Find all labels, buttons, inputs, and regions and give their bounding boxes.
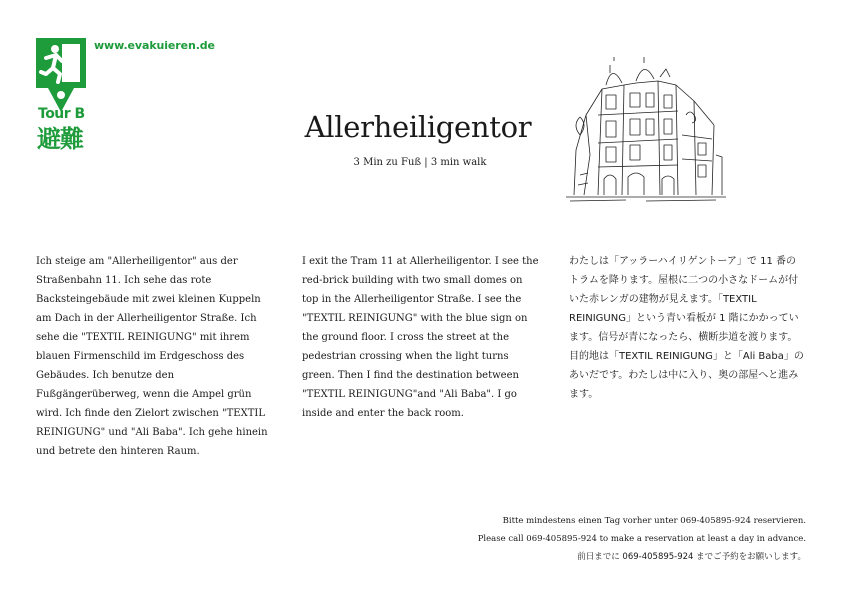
reservation-note-english: Please call 069-405895-924 to make a reservation at least a day in advance. [477, 534, 806, 544]
website-link[interactable]: www.evakuieren.de [94, 39, 215, 52]
building-sketch-icon [566, 55, 726, 205]
reservation-note-japanese: 前日までに 069-405895-924 までご予約をお願いします。 [577, 552, 806, 562]
english-directions: I exit the Tram 11 at Allerheiligentor. I see the red-brick building with two small domes on top in the Allerheiligentor Straße. I see the "TEXTIL REINIGUNG" with the blue sign on the ground floor. I cross the street at the pedestrian crossing when the light turns green. Then I find the destination between "TEXTIL REINIGUNG"and "Ali Baba". I go inside and enter the back room. [302, 256, 539, 419]
logo-tour-label: Tour B [38, 106, 85, 122]
page-title: Allerheiligentor [304, 110, 532, 144]
german-directions: Ich steige am "Allerheiligentor" aus der Straßenbahn 11. Ich sehe das rote Backsteingebäude mit zwei kleinen Kuppeln am Dach in der Allerheiligentor Straße. Ich sehe die "TEXTIL REINIGUNG" mit ihrem blauen Firmenschild im Erdgeschoss des Gebäudes. Ich benutze den Fußgängerüberweg, wenn die Ampel grün wird. Ich finde den Zielort zwischen "TEXTIL REINIGUNG" und "Ali Baba". Ich gehe hinein und betrete den hinteren Raum. [36, 256, 268, 457]
logo-kanji-label: 避難 [37, 125, 83, 153]
walking-time: 3 Min zu Fuß | 3 min walk [353, 157, 487, 168]
reservation-note-german: Bitte mindestens einen Tag vorher unter 069-405895-924 reservieren. [502, 516, 806, 526]
reservation-note [478, 512, 806, 566]
building-sketch [566, 55, 726, 205]
japanese-directions: わたしは「アッラーハイリゲントーア」で 11 番のトラムを降ります。屋根に二つの小さなドームが付いた赤レンガの建物が見えます。「TEXTIL REINIGUNG」という青い看板が 1 階にかかっています。信号が青になったら、横断歩道を渡ります。目的地は「TEXTIL REINIGUNG」と「Ali Baba」のあいだです。わたしは中に入り、奥の部屋へと進みます。 [569, 256, 804, 400]
